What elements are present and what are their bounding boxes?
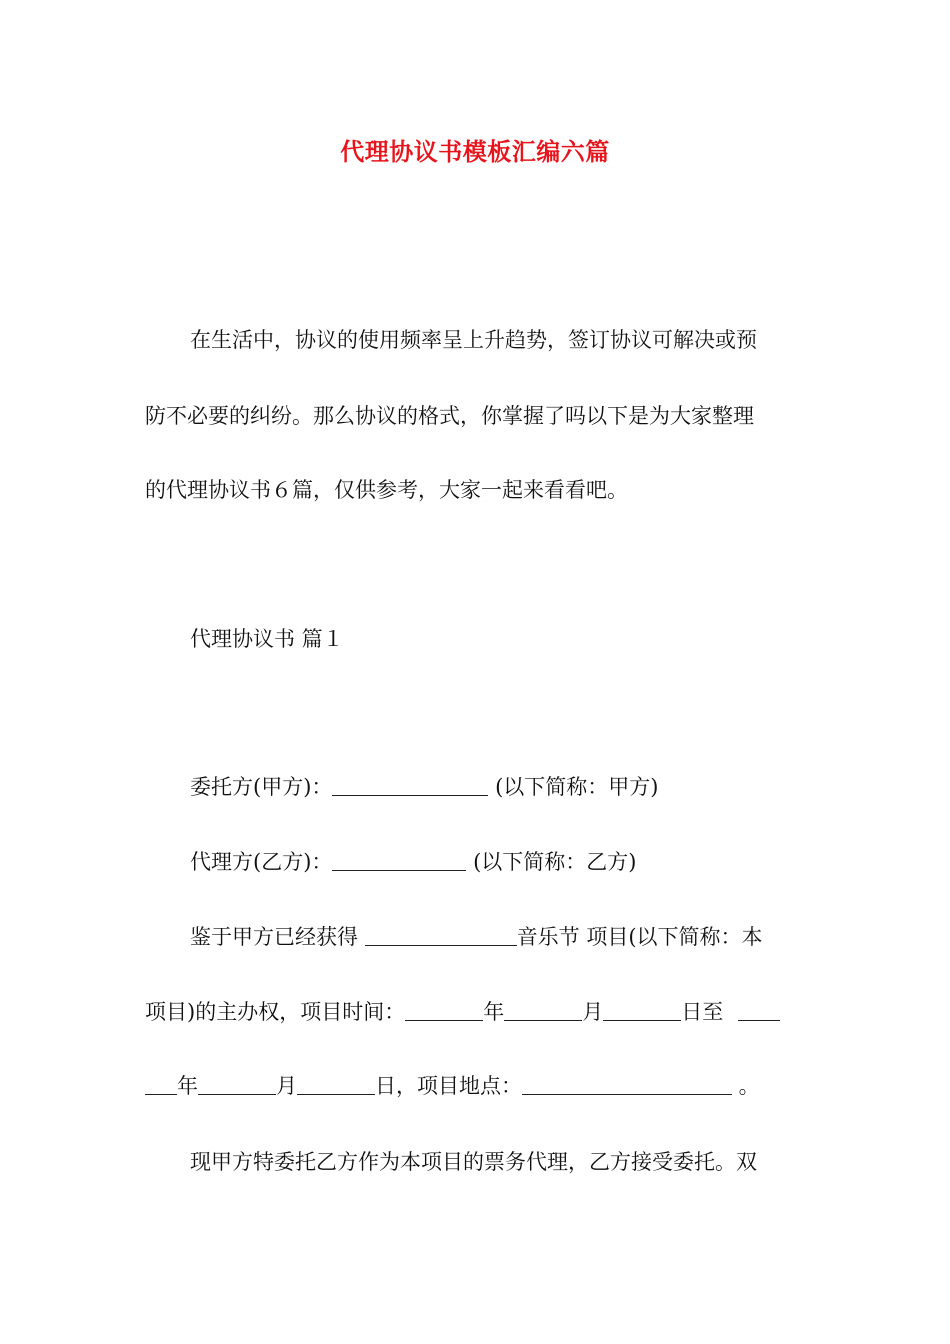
intro-line-1: 在生活中，协议的使用频率呈上升趋势，签订协议可解决或预	[190, 328, 757, 352]
party-a-suffix: (以下简称：甲方)	[488, 775, 659, 799]
party-a-line	[190, 772, 658, 802]
clause-l2-year: 年	[483, 1000, 505, 1024]
clause-l1-b: 音乐节 项目(以下简称：本	[516, 925, 763, 949]
clause-l3-month: 月	[276, 1074, 297, 1098]
party-b-line	[190, 847, 636, 877]
party-b-blank	[332, 850, 466, 871]
clause-l2-a: 项目)的主办权，项目时间：	[145, 1000, 406, 1024]
clause-line-1	[190, 922, 763, 952]
end-year-blank-a	[738, 1000, 780, 1021]
festival-blank	[365, 925, 517, 946]
clause-line-3	[145, 1071, 760, 1101]
clause-l3-end: 。	[732, 1074, 760, 1098]
party-a-label: 委托方(甲方)：	[190, 775, 333, 799]
clause-line-2	[145, 997, 780, 1027]
party-a-blank	[332, 775, 488, 796]
location-blank	[522, 1074, 732, 1095]
clause-l3-year: 年	[177, 1074, 198, 1098]
end-year-blank-b	[145, 1074, 177, 1095]
start-day-blank	[603, 1000, 681, 1021]
clause-l2-day-to: 日至	[681, 1000, 730, 1024]
clause-l3-day: 日，项目地点：	[375, 1074, 522, 1098]
start-year-blank	[405, 1000, 483, 1021]
clause-l2-month: 月	[582, 1000, 604, 1024]
end-day-blank	[297, 1074, 375, 1095]
entrust-line: 现甲方特委托乙方作为本项目的票务代理，乙方接受委托。双	[190, 1150, 757, 1174]
document-title: 代理协议书模板汇编六篇	[340, 137, 610, 166]
intro-line-3: 的代理协议书６篇，仅供参考，大家一起来看看吧。	[145, 478, 628, 502]
clause-l1-a: 鉴于甲方已经获得	[190, 925, 365, 949]
intro-line-2: 防不必要的纠纷。那么协议的格式，你掌握了吗以下是为大家整理	[145, 404, 754, 428]
end-month-blank	[198, 1074, 276, 1095]
section-heading: 代理协议书 篇１	[190, 627, 344, 651]
start-month-blank	[504, 1000, 582, 1021]
party-b-label: 代理方(乙方)：	[190, 850, 333, 874]
party-b-suffix: (以下简称：乙方)	[466, 850, 637, 874]
